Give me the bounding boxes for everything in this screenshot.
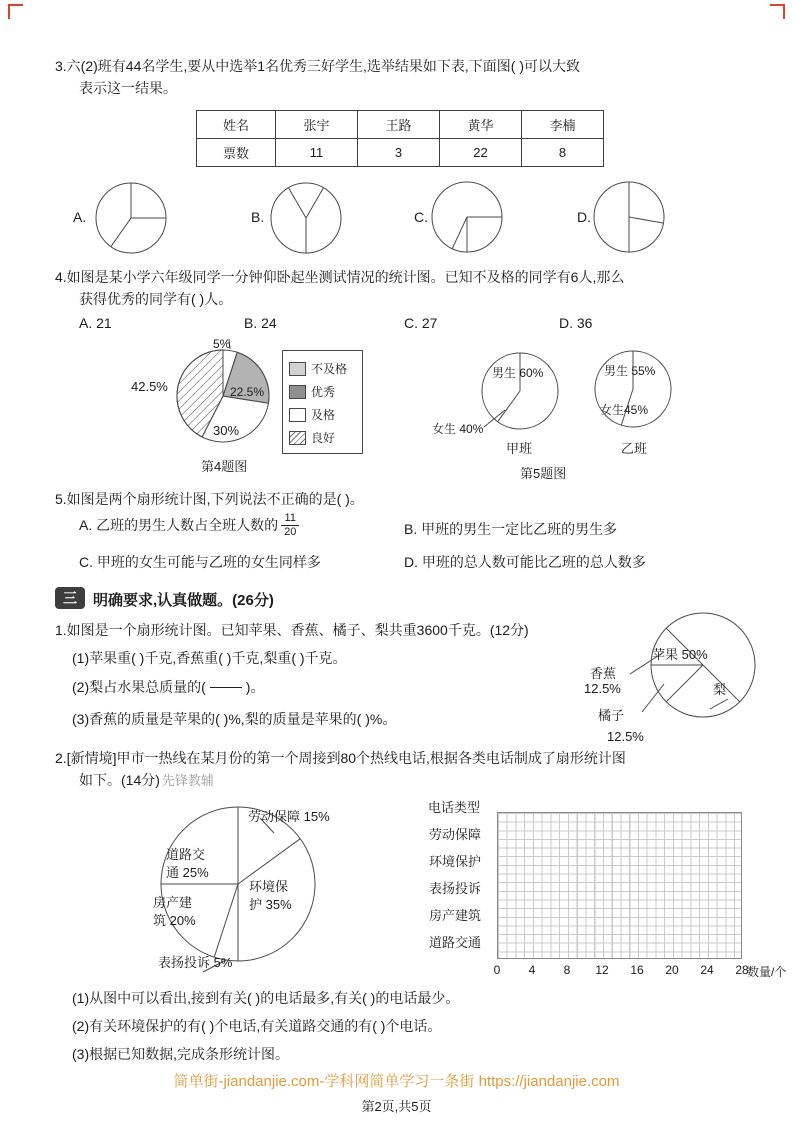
line2-text: 如下。(14分) bbox=[79, 772, 160, 788]
vote-table-row-label: 票数 bbox=[197, 139, 276, 167]
s3-question-2-line1: 2.[新情境]甲市一热线在某月份的第一个周接到80个热线电话,根据各类电话制成了扇形统计图 bbox=[55, 750, 626, 766]
fraction-blank-line bbox=[210, 687, 242, 688]
crop-mark-top-left-icon bbox=[8, 4, 23, 19]
bar-xtick-4: 4 bbox=[528, 963, 536, 977]
bar-chart-grid bbox=[497, 812, 742, 959]
publisher-watermark: 先锋教辅 bbox=[161, 773, 214, 788]
legend-item bbox=[289, 426, 357, 449]
pie-option-d-label: D. bbox=[577, 209, 591, 225]
bar-chart-y-title: 电话类型 bbox=[428, 800, 481, 815]
class-jia-pie-chart bbox=[477, 348, 563, 434]
situps-pie-label-42-5pct: 42.5% bbox=[131, 379, 168, 394]
situps-pie-chart bbox=[150, 336, 300, 464]
fraction-denominator: 20 bbox=[281, 525, 299, 539]
vote-table-cell: 22 bbox=[440, 139, 522, 167]
question-5-option-c: C. 甲班的女生可能与乙班的女生同样多 bbox=[79, 554, 321, 570]
question-3-line2: 表示这一结果。 bbox=[79, 80, 177, 96]
bar-xtick-16: 16 bbox=[630, 963, 644, 977]
s3-question-1-line1: 1.如图是一个扇形统计图。已知苹果、香蕉、橘子、梨共重3600千克。(12分) bbox=[55, 622, 529, 638]
sub2-pre-text: (2)梨占水果总质量的( bbox=[72, 679, 206, 695]
fruit-apple-label: 苹果 50% bbox=[652, 647, 708, 662]
legend-label: 良好 bbox=[311, 431, 336, 445]
question-4-line1: 4.如图是某小学六年级同学一分钟仰卧起坐测试情况的统计图。已知不及格的同学有6人,那么 bbox=[55, 269, 625, 285]
hotline-house-label-l2: 筑 20% bbox=[153, 913, 196, 928]
question-4-option-c: C. 27 bbox=[404, 315, 438, 331]
s3-question-2-sub1: (1)从图中可以看出,接到有关( )的电话最多,有关( )的电话最少。 bbox=[72, 990, 460, 1006]
hotline-labor-label: 劳动保障 15% bbox=[248, 809, 330, 824]
legend-label: 优秀 bbox=[311, 385, 336, 399]
vote-table-header-cell: 黄华 bbox=[440, 111, 522, 139]
question-4-option-a: A. 21 bbox=[79, 315, 112, 331]
pie-option-d-chart bbox=[591, 179, 667, 255]
question-4-option-d: D. 36 bbox=[559, 315, 593, 331]
legend-label: 不及格 bbox=[311, 362, 348, 376]
bar-xtick-0: 0 bbox=[493, 963, 501, 977]
vote-table-header-row bbox=[197, 111, 604, 139]
pie-option-b-label: B. bbox=[251, 209, 265, 225]
vote-table-cell: 3 bbox=[358, 139, 440, 167]
legend-item bbox=[289, 357, 357, 380]
jia-female-label: 女生 40% bbox=[432, 422, 484, 436]
fraction-11-20 bbox=[281, 512, 299, 538]
question-5-option-a bbox=[79, 512, 299, 538]
legend-label: 及格 bbox=[311, 408, 336, 422]
jia-male-label: 男生 60% bbox=[492, 366, 544, 380]
situps-pie-label-22-5pct: 22.5% bbox=[230, 385, 265, 399]
jia-caption: 甲班 bbox=[506, 441, 533, 456]
legend-swatch-fail-icon bbox=[289, 362, 306, 376]
pie-option-a-chart bbox=[93, 180, 169, 256]
vote-table-cell: 11 bbox=[276, 139, 358, 167]
hotline-road-label-l1: 道路交 bbox=[166, 847, 206, 862]
hotline-praise-label: 表扬投诉 5% bbox=[158, 955, 233, 970]
bar-chart-x-label: 数量/个 bbox=[747, 965, 787, 979]
s3-question-1-sub1: (1)苹果重( )千克,香蕉重( )千克,梨重( )千克。 bbox=[72, 650, 347, 666]
fraction-numerator: 11 bbox=[284, 512, 296, 524]
section-3-title: 明确要求,认真做题。(26分) bbox=[93, 592, 274, 609]
situps-pie-label-30pct: 30% bbox=[213, 423, 240, 438]
legend-swatch-good-icon bbox=[289, 431, 306, 445]
pie-option-c-chart bbox=[429, 179, 505, 255]
bar-category-labor: 劳动保障 bbox=[429, 827, 482, 842]
vote-table-header-cell: 王路 bbox=[358, 111, 440, 139]
bar-xtick-28: 28 bbox=[735, 963, 749, 977]
question-5-text: 5.如图是两个扇形统计图,下列说法不正确的是( )。 bbox=[55, 491, 364, 507]
vote-table-value-row bbox=[197, 139, 604, 167]
vote-table-header-cell: 李楠 bbox=[522, 111, 604, 139]
yi-caption: 乙班 bbox=[621, 441, 648, 456]
bar-xtick-24: 24 bbox=[700, 963, 714, 977]
fruit-orange-pct: 12.5% bbox=[607, 729, 644, 744]
option-a-text: A. 乙班的男生人数占全班人数的 bbox=[79, 516, 279, 533]
situps-pie-caption: 第4题图 bbox=[201, 459, 248, 474]
s3-question-2-sub2: (2)有关环境保护的有( )个电话,有关道路交通的有( )个电话。 bbox=[72, 1018, 442, 1034]
crop-mark-top-right-icon bbox=[770, 4, 785, 19]
fruit-orange-label: 橘子 bbox=[598, 708, 625, 723]
question-5-option-b: B. 甲班的男生一定比乙班的男生多 bbox=[404, 521, 618, 537]
bar-xtick-20: 20 bbox=[665, 963, 679, 977]
fruit-pear-label: 梨 bbox=[713, 682, 727, 697]
s3-question-2-sub3: (3)根据已知数据,完成条形统计图。 bbox=[72, 1046, 289, 1062]
pie-option-a-label: A. bbox=[73, 209, 87, 225]
pie-option-c-label: C. bbox=[414, 209, 428, 225]
legend-swatch-pass-icon bbox=[289, 408, 306, 422]
vote-table-header-cell: 张宇 bbox=[276, 111, 358, 139]
bar-xtick-12: 12 bbox=[595, 963, 609, 977]
situps-pie-label-5pct: 5% bbox=[213, 337, 231, 351]
bar-category-praise: 表扬投诉 bbox=[429, 881, 482, 896]
class-yi-pie-chart bbox=[590, 346, 676, 432]
bar-category-env: 环境保护 bbox=[429, 854, 482, 869]
fruit-banana-label: 香蕉 bbox=[590, 666, 617, 681]
hotline-env-label-l1: 环境保 bbox=[249, 879, 289, 894]
bar-category-house: 房产建筑 bbox=[429, 908, 482, 923]
question-3-line1: 3.六(2)班有44名学生,要从中选举1名优秀三好学生,选举结果如下表,下面图( )可以大致 bbox=[55, 58, 581, 74]
s3-question-1-sub2 bbox=[72, 677, 264, 697]
yi-male-label: 男生 55% bbox=[604, 364, 656, 378]
s3-question-1-sub3: (3)香蕉的质量是苹果的( )%,梨的质量是苹果的( )%。 bbox=[72, 711, 397, 727]
vote-table bbox=[196, 110, 604, 167]
question-4-option-b: B. 24 bbox=[244, 315, 277, 331]
yi-female-label: 女生45% bbox=[600, 403, 649, 417]
hotline-house-label-l1: 房产建 bbox=[153, 895, 193, 910]
bar-xtick-8: 8 bbox=[563, 963, 571, 977]
hotline-env-label-l2: 护 35% bbox=[249, 897, 292, 912]
class-pies-caption: 第5题图 bbox=[520, 466, 567, 481]
vote-table-cell: 8 bbox=[522, 139, 604, 167]
footer-site-link[interactable]: 简单街-jiandanjie.com-学科网简单学习一条街 https://jiandanjie.com bbox=[173, 1073, 620, 1090]
legend-item bbox=[289, 403, 357, 426]
situps-pie-legend bbox=[282, 350, 363, 454]
question-4-line2: 获得优秀的同学有( )人。 bbox=[79, 291, 233, 307]
page-number: 第2页,共5页 bbox=[361, 1099, 432, 1114]
s3-question-2-line2 bbox=[79, 770, 214, 791]
bar-category-road: 道路交通 bbox=[429, 935, 482, 950]
fruit-banana-pct: 12.5% bbox=[584, 681, 621, 696]
sub2-post-text: )。 bbox=[245, 679, 265, 695]
question-5-option-d: D. 甲班的总人数可能比乙班的总人数多 bbox=[404, 554, 646, 570]
vote-table-header-cell: 姓名 bbox=[197, 111, 276, 139]
hotline-road-label-l2: 通 25% bbox=[166, 865, 209, 880]
pie-option-b-chart bbox=[268, 180, 344, 256]
section-3-badge-icon: 三 bbox=[55, 587, 85, 609]
legend-swatch-excellent-icon bbox=[289, 385, 306, 399]
legend-item bbox=[289, 380, 357, 403]
